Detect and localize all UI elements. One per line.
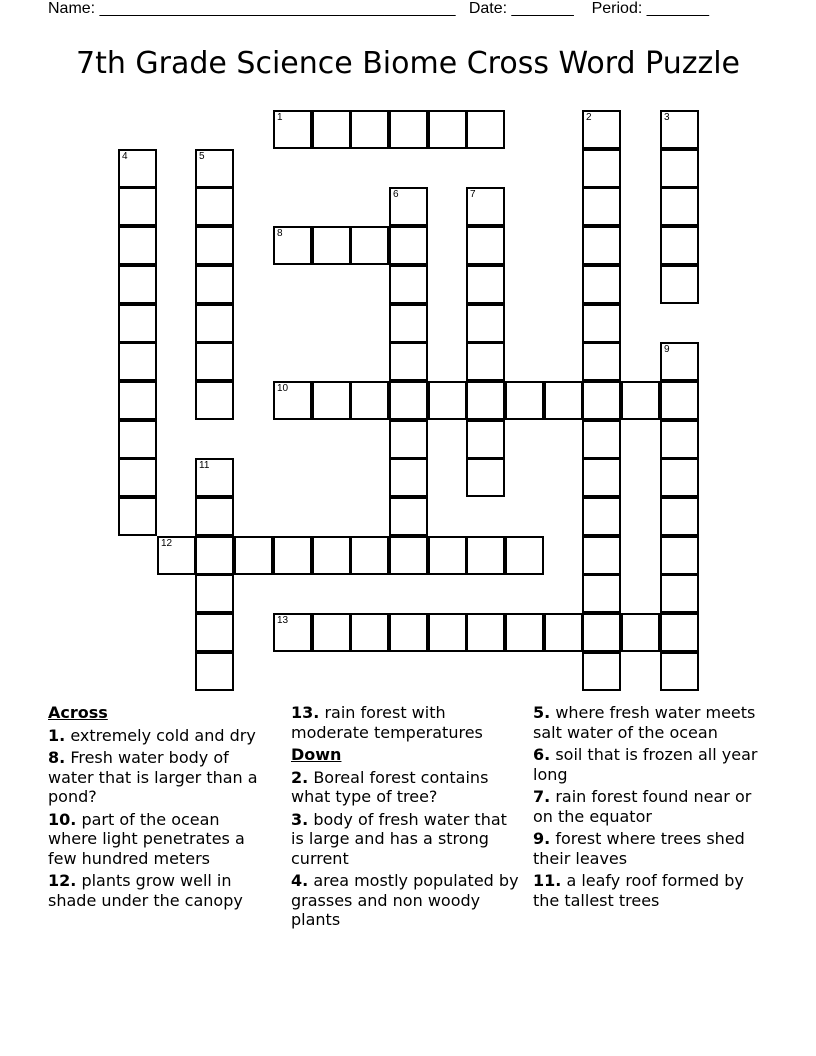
down-heading: Down xyxy=(291,745,342,764)
crossword-cell[interactable] xyxy=(466,536,505,575)
clue-number-label: 13 xyxy=(277,615,289,626)
crossword-cell[interactable] xyxy=(118,497,157,536)
crossword-cell[interactable] xyxy=(195,497,234,536)
crossword-cell[interactable] xyxy=(273,613,312,652)
clue-number-label: 10 xyxy=(277,383,289,394)
crossword-cell[interactable] xyxy=(582,342,621,381)
crossword-cell[interactable] xyxy=(389,187,428,226)
crossword-cell[interactable] xyxy=(118,458,157,497)
crossword-cell[interactable] xyxy=(660,420,699,459)
crossword-cell[interactable] xyxy=(544,381,583,420)
crossword-cell[interactable] xyxy=(195,304,234,343)
clue-across-10: 10. part of the ocean where light penetrates a few hundred meters xyxy=(48,809,245,868)
crossword-cell[interactable] xyxy=(621,613,660,652)
crossword-cell[interactable] xyxy=(660,187,699,226)
crossword-cell[interactable] xyxy=(273,381,312,420)
crossword-cell[interactable] xyxy=(350,110,389,149)
student-info-line: Name: ________________________________________ Date: _______ Period: _______ xyxy=(48,0,710,17)
crossword-cell[interactable] xyxy=(428,536,467,575)
crossword-cell[interactable] xyxy=(350,226,389,265)
clue-number-label: 3 xyxy=(664,112,670,123)
crossword-cell[interactable] xyxy=(466,226,505,265)
clue-down-5: 5. where fresh water meets salt water of the ocean xyxy=(533,703,756,742)
crossword-cell[interactable] xyxy=(660,149,699,188)
crossword-cell[interactable] xyxy=(466,304,505,343)
crossword-cell[interactable] xyxy=(118,304,157,343)
crossword-cell[interactable] xyxy=(660,110,699,149)
clue-down-9: 9. forest where trees shed their leaves xyxy=(533,829,745,868)
crossword-cell[interactable] xyxy=(195,613,234,652)
crossword-cell[interactable] xyxy=(544,613,583,652)
crossword-cell[interactable] xyxy=(621,381,660,420)
crossword-cell[interactable] xyxy=(660,652,699,691)
crossword-cell[interactable] xyxy=(660,226,699,265)
crossword-cell[interactable] xyxy=(389,110,428,149)
crossword-cell[interactable] xyxy=(350,381,389,420)
crossword-cell[interactable] xyxy=(466,613,505,652)
clue-number-label: 2 xyxy=(586,112,592,123)
crossword-cell[interactable] xyxy=(582,497,621,536)
crossword-cell[interactable] xyxy=(660,381,699,420)
clue-number-label: 1 xyxy=(277,112,283,123)
crossword-cell[interactable] xyxy=(312,110,351,149)
crossword-cell[interactable] xyxy=(582,304,621,343)
clue-number-label: 6 xyxy=(393,189,399,200)
across-heading: Across xyxy=(48,703,108,722)
crossword-cell[interactable] xyxy=(389,536,428,575)
crossword-cell[interactable] xyxy=(582,458,621,497)
crossword-cell[interactable] xyxy=(195,149,234,188)
crossword-cell[interactable] xyxy=(660,497,699,536)
crossword-cell[interactable] xyxy=(195,381,234,420)
crossword-cell[interactable] xyxy=(389,304,428,343)
crossword-cell[interactable] xyxy=(118,149,157,188)
crossword-cell[interactable] xyxy=(350,536,389,575)
crossword-cell[interactable] xyxy=(660,342,699,381)
clues-column-2 xyxy=(291,703,519,933)
crossword-cell[interactable] xyxy=(195,187,234,226)
crossword-cell[interactable] xyxy=(195,265,234,304)
clue-across-1: 1. extremely cold and dry xyxy=(48,725,256,745)
crossword-cell[interactable] xyxy=(428,110,467,149)
clue-down-3: 3. body of fresh water that is large and has a strong current xyxy=(291,809,507,868)
crossword-cell[interactable] xyxy=(350,613,389,652)
crossword-cell[interactable] xyxy=(389,265,428,304)
crossword-cell[interactable] xyxy=(466,342,505,381)
crossword-cell[interactable] xyxy=(466,420,505,459)
crossword-cell[interactable] xyxy=(660,265,699,304)
crossword-cell[interactable] xyxy=(195,652,234,691)
crossword-cell[interactable] xyxy=(234,536,273,575)
clue-down-6: 6. soil that is frozen all year long xyxy=(533,745,758,784)
clue-number-label: 7 xyxy=(470,189,476,200)
clue-number-label: 4 xyxy=(122,151,128,162)
clue-across-8: 8. Fresh water body of water that is larger than a pond? xyxy=(48,748,258,806)
crossword-cell[interactable] xyxy=(118,226,157,265)
crossword-cell[interactable] xyxy=(505,536,544,575)
crossword-cell[interactable] xyxy=(660,458,699,497)
crossword-cell[interactable] xyxy=(312,613,351,652)
clue-across-12: 12. plants grow well in shade under the canopy xyxy=(48,871,243,910)
clue-down-7: 7. rain forest found near or on the equator xyxy=(533,787,752,826)
crossword-cell[interactable] xyxy=(582,149,621,188)
crossword-cell[interactable] xyxy=(389,381,428,420)
crossword-cell[interactable] xyxy=(660,613,699,652)
clue-number-label: 12 xyxy=(161,538,173,549)
crossword-cell[interactable] xyxy=(312,226,351,265)
crossword-cell[interactable] xyxy=(582,110,621,149)
clue-down-2: 2. Boreal forest contains what type of tree? xyxy=(291,767,489,806)
clue-across-13: 13. rain forest with moderate temperatures xyxy=(291,703,483,742)
crossword-cell[interactable] xyxy=(582,226,621,265)
crossword-cell[interactable] xyxy=(195,342,234,381)
crossword-cell[interactable] xyxy=(389,420,428,459)
crossword-cell[interactable] xyxy=(118,187,157,226)
crossword-cell[interactable] xyxy=(389,458,428,497)
clue-number-label: 9 xyxy=(664,344,670,355)
crossword-cell[interactable] xyxy=(582,652,621,691)
crossword-cell[interactable] xyxy=(273,536,312,575)
crossword-cell[interactable] xyxy=(389,497,428,536)
crossword-cell[interactable] xyxy=(118,381,157,420)
clues-column-3 xyxy=(533,703,758,913)
crossword-cell[interactable] xyxy=(389,226,428,265)
crossword-cell[interactable] xyxy=(582,613,621,652)
crossword-cell[interactable] xyxy=(505,613,544,652)
crossword-cell[interactable] xyxy=(118,420,157,459)
crossword-cell[interactable] xyxy=(312,381,351,420)
crossword-cell[interactable] xyxy=(195,226,234,265)
crossword-cell[interactable] xyxy=(582,574,621,613)
crossword-cell[interactable] xyxy=(428,381,467,420)
clue-down-11: 11. a leafy roof formed by the tallest trees xyxy=(533,871,744,910)
crossword-cell[interactable] xyxy=(118,265,157,304)
crossword-cell[interactable] xyxy=(582,420,621,459)
crossword-cell[interactable] xyxy=(273,226,312,265)
crossword-cell[interactable] xyxy=(195,536,234,575)
crossword-cell[interactable] xyxy=(312,536,351,575)
clue-number-label: 11 xyxy=(199,460,210,471)
crossword-cell[interactable] xyxy=(195,458,234,497)
crossword-cell[interactable] xyxy=(466,458,505,497)
crossword-cell[interactable] xyxy=(582,265,621,304)
crossword-cell[interactable] xyxy=(660,574,699,613)
crossword-cell[interactable] xyxy=(428,613,467,652)
crossword-cell[interactable] xyxy=(157,536,196,575)
clue-number-label: 5 xyxy=(199,151,205,162)
crossword-cell[interactable] xyxy=(582,536,621,575)
crossword-cell[interactable] xyxy=(118,342,157,381)
clue-number-label: 8 xyxy=(277,228,283,239)
crossword-cell[interactable] xyxy=(195,574,234,613)
clues-column-1 xyxy=(48,703,273,913)
crossword-cell[interactable] xyxy=(273,110,312,149)
crossword-cell[interactable] xyxy=(660,536,699,575)
crossword-cell[interactable] xyxy=(389,613,428,652)
clue-down-4: 4. area mostly populated by grasses and non woody plants xyxy=(291,871,519,929)
crossword-cell[interactable] xyxy=(389,342,428,381)
crossword-cell[interactable] xyxy=(505,381,544,420)
crossword-cell[interactable] xyxy=(582,381,621,420)
crossword-cell[interactable] xyxy=(582,187,621,226)
crossword-cell[interactable] xyxy=(466,381,505,420)
crossword-cell[interactable] xyxy=(466,265,505,304)
crossword-cell[interactable] xyxy=(466,187,505,226)
crossword-cell[interactable] xyxy=(466,110,505,149)
page-title: 7th Grade Science Biome Cross Word Puzzle xyxy=(76,46,740,81)
